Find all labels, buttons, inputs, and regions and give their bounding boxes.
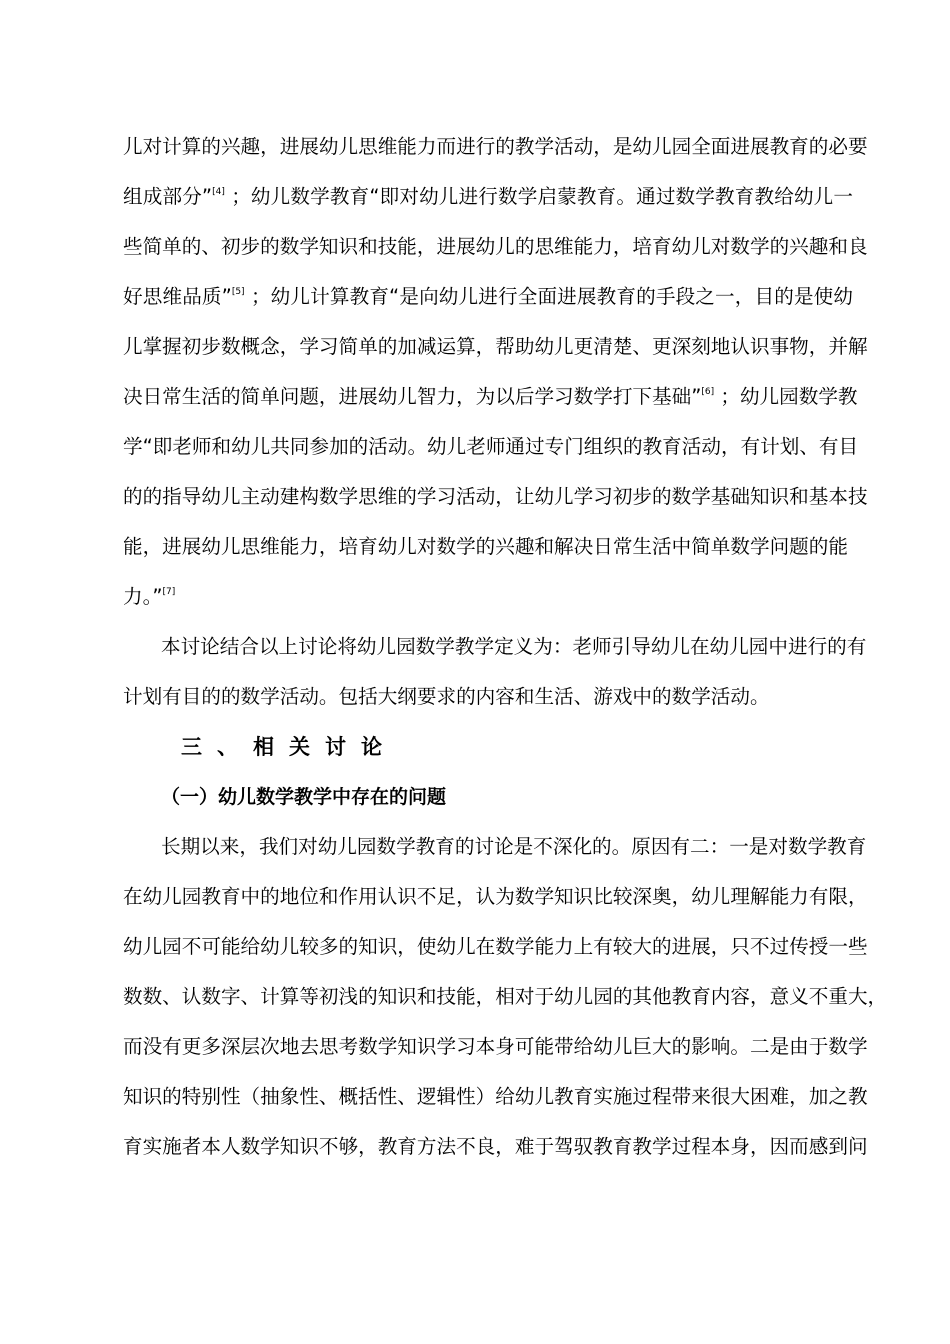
citation-ref: [7]: [162, 587, 176, 597]
section-heading: 三、相关讨论: [181, 735, 397, 759]
citation-ref: [5]: [231, 287, 245, 297]
paragraph-line: 儿对计算的兴趣，进展幼儿思维能力而进行的教学活动，是幼儿园全面进展教育的必要: [123, 135, 868, 158]
paragraph-line: 决日常生活的简单问题，进展幼儿智力，为以后学习数学打下基础”[6] ；幼儿园数学教: [123, 385, 858, 408]
paragraph-line: 在幼儿园教育中的地位和作用认识不足，认为数学知识比较深奥，幼儿理解能力有限，: [123, 885, 868, 908]
paragraph-line: 本讨论结合以上讨论将幼儿园数学教学定义为：老师引导幼儿在幼儿园中进行的有: [161, 635, 867, 658]
subsection-heading: （一）幼儿数学教学中存在的问题: [161, 786, 447, 808]
paragraph-line: 些简单的、初步的数学知识和技能，进展幼儿的思维能力，培育幼儿对数学的兴趣和良: [123, 235, 868, 258]
paragraph-line: 而没有更多深层次地去思考数学知识学习本身可能带给幼儿巨大的影响。二是由于数学: [123, 1035, 868, 1058]
citation-ref: [6]: [701, 387, 715, 397]
document-page: [123, 122, 888, 1172]
paragraph-line: 能，进展幼儿思维能力，培育幼儿对数学的兴趣和解决日常生活中简单数学问题的能: [123, 535, 848, 558]
paragraph-line: 好思维品质”[5] ；幼儿计算教育“是向幼儿进行全面进展教育的手段之一，目的是使幼: [123, 285, 854, 308]
paragraph-line: 的的指导幼儿主动建构数学思维的学习活动，让幼儿学习初步的数学基础知识和基本技: [123, 485, 868, 508]
paragraph-line: 幼儿园不可能给幼儿较多的知识，使幼儿在数学能力上有较大的进展，只不过传授一些: [123, 935, 868, 958]
paragraph-line: 学“即老师和幼儿共同参加的活动。幼儿老师通过专门组织的教育活动，有计划、有目: [123, 435, 859, 458]
paragraph-line: 儿掌握初步数概念，学习简单的加减运算，帮助幼儿更清楚、更深刻地认识事物，并解: [123, 335, 868, 358]
paragraph-line: 数数、认数字、计算等初浅的知识和技能，相对于幼儿园的其他教育内容，意义不重大，: [123, 985, 888, 1008]
paragraph-line: 知识的特别性（抽象性、概括性、逻辑性）给幼儿教育实施过程带来很大困难，加之教: [123, 1085, 868, 1108]
paragraph-line: 组成部分”[4] ；幼儿数学教育“即对幼儿进行数学启蒙教育。通过数学教育教给幼儿一: [123, 185, 853, 208]
paragraph-line: 计划有目的的数学活动。包括大纲要求的内容和生活、游戏中的数学活动。: [123, 685, 770, 708]
paragraph-line: 长期以来，我们对幼儿园数学教育的讨论是不深化的。原因有二：一是对数学教育: [161, 835, 867, 858]
citation-ref: [4]: [212, 187, 225, 197]
paragraph-line: 力。”[7]: [123, 585, 176, 608]
paragraph-line: 育实施者本人数学知识不够，教育方法不良，难于驾驭教育教学过程本身，因而感到问: [123, 1135, 868, 1158]
